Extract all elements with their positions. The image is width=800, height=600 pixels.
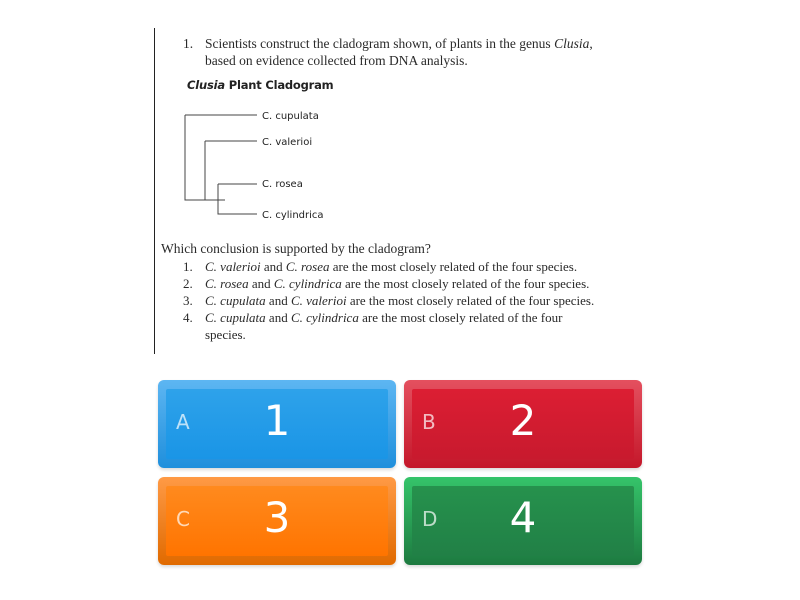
taxon-label: C. cylindrica (262, 210, 324, 221)
answer-button-d[interactable] (404, 477, 642, 565)
cladogram (155, 98, 355, 228)
answer-value: 3 (263, 493, 291, 542)
answer-letter: D (422, 507, 438, 531)
question-image: 1. Scientists construct the cladogram shown, of plants in the genus Clusia, based on evidence collected from DNA analysis. Clusia Plant Cladogram C. cupulata C. valerioi C. rosea C. cylindrica Which conclusion is supported by the cladogram? 1. C. valerioi and C. rosea are the most closely related of the four species. 2. C. rosea and C. cylindrica are the most closely related of the four species. 3. C. cupulata and C. valerioi are the most closely related of the four species. 4. C. cupulata and C. cylindrica are the most closely related of the four species. (154, 28, 655, 354)
question-number: 1. (183, 36, 194, 51)
taxon-label: C. valerioi (262, 137, 313, 148)
answer-grid (158, 380, 642, 566)
cladogram-title: Clusia Plant Cladogram (187, 78, 334, 92)
answer-button-c[interactable] (158, 477, 396, 565)
answer-letter: C (176, 507, 190, 531)
answer-value: 2 (509, 396, 537, 445)
taxon-label: C. cupulata (262, 111, 319, 122)
answer-button-b[interactable] (404, 380, 642, 468)
taxon-label: C. rosea (262, 179, 303, 190)
answer-value: 4 (509, 493, 537, 542)
answer-letter: B (422, 410, 436, 434)
answer-value: 1 (263, 396, 291, 445)
answer-button-a[interactable] (158, 380, 396, 468)
question-stem: Which conclusion is supported by the cladogram? (161, 241, 431, 256)
answer-letter: A (176, 410, 190, 434)
